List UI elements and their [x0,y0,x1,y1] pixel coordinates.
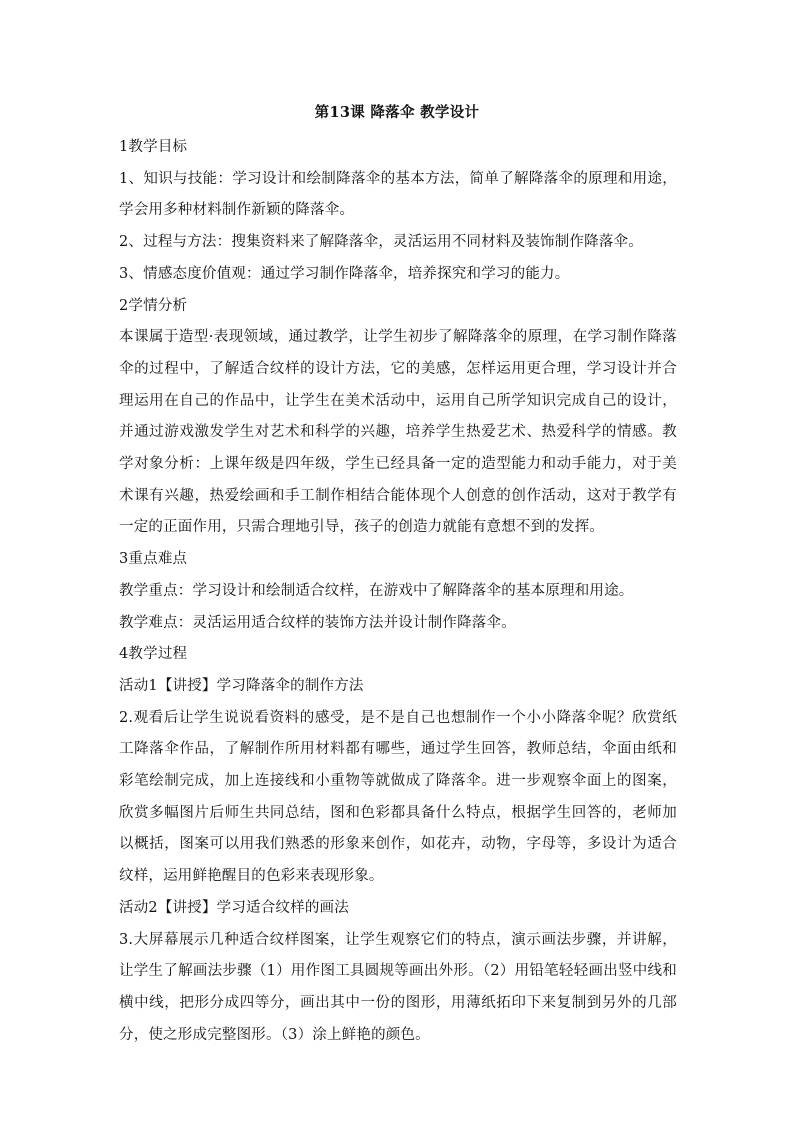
analysis-paragraph: 本课属于造型·表现领域，通过教学，让学生初步了解降落伞的原理，在学习制作降落伞的过程中，了解适合纹样的设计方法，它的美感，怎样运用更合理，学习设计并合理运用在自己的作品中，让学生在美术活动中，运用自己所学知识完成自己的设计，并通过游戏激发学生对艺术和科学的兴趣，培养学生热爱艺术、热爱科学的情感。教学对象分析：上课年级是四年级，学生已经具备一定的造型能力和动手能力，对于美术课有兴趣，热爱绘画和手工制作相结合能体现个人创意的创作活动，这对于教学有一定的正面作用，只需合理地引导，孩子的创造力就能有意想不到的发挥。 [119,329,677,536]
section-heading-objectives: 1教学目标 [119,139,188,155]
document-body [119,132,677,1051]
section-heading-process: 4教学过程 [119,646,188,663]
activity-2-title: 活动2【讲授】学习适合纹样的画法 [119,899,349,916]
objective-item-2: 2、过程与方法：搜集资料来了解降落伞，灵活运用不同材料及装饰制作降落伞。 [119,234,643,251]
activity-1-body: 2.观看后让学生说说看资料的感受，是不是自己也想制作一个小小降落伞呢？欣赏纸工降落伞作品，了解制作所用材料都有哪些，通过学生回答，教师总结，伞面由纸和彩笔绘制完成，加上连接线和小重物等就做成了降落伞。进一步观察伞面上的图案，欣赏多幅图片后师生共同总结，图和色彩都具备什么特点，根据学生回答的，老师加以概括，图案可以用我们熟悉的形象来创作，如花卉，动物，字母等，多设计为适合纹样，运用鲜艳醒目的色彩来表现形象。 [119,709,677,885]
key-point-paragraph: 教学重点：学习设计和绘制适合纹样，在游戏中了解降落伞的基本原理和用途。 [119,582,634,599]
objective-item-3: 3、情感态度价值观：通过学习制作降落伞，培养探究和学习的能力。 [119,265,570,282]
objective-item-1: 1、知识与技能：学习设计和绘制降落伞的基本方法，简单了解降落伞的原理和用途，学会用多种材料制作新颖的降落伞。 [119,170,677,219]
section-heading-analysis: 2学情分析 [119,297,188,314]
document-title: 第13课 降落伞 教学设计 [314,104,480,121]
activity-2-body: 3.大屏幕展示几种适合纹样图案，让学生观察它们的特点，演示画法步骤，并讲解，让学生了解画法步骤（1）用作图工具圆规等画出外形。（2）用铅笔轻轻画出竖中线和横中线，把形分成四等分，画出其中一份的图形，用薄纸拓印下来复制到另外的几部分，使之形成完整图形。（3）涂上鲜艳的颜色。 [119,931,677,1043]
difficulty-paragraph: 教学难点：灵活运用适合纹样的装饰方法并设计制作降落伞。 [119,614,516,631]
activity-1-title: 活动1【讲授】学习降落伞的制作方法 [119,677,364,694]
section-heading-key-points: 3重点难点 [119,551,188,568]
